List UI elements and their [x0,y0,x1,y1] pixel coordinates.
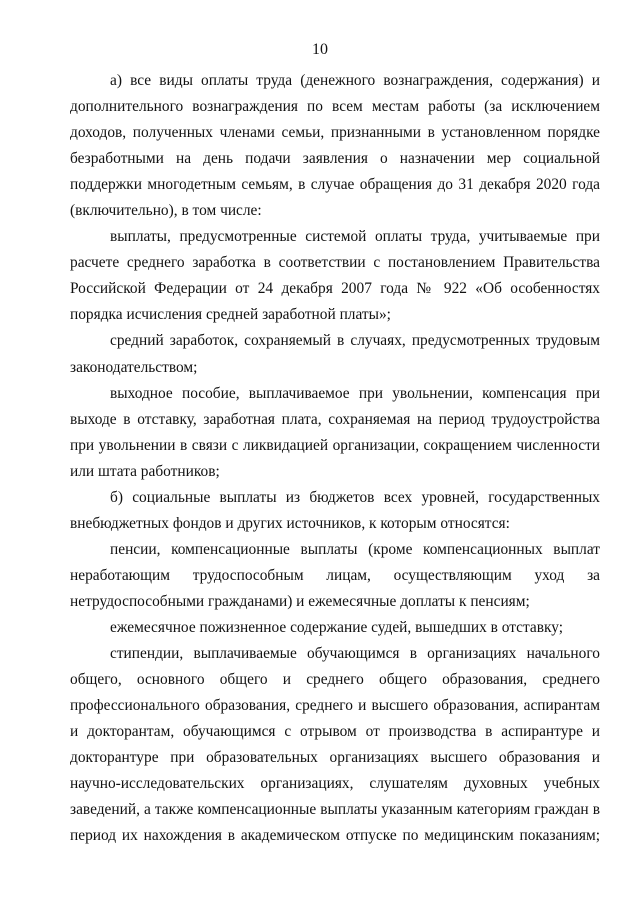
paragraph-stipends: стипендии, выплачиваемые обучающимся в организациях начального общего, основного общего и среднего общего образования, среднего профессионального образования, среднего и высшего образования, аспирантам и докторантам, обучающимся с отрывом от производства в аспирантуре и докторантуре при образовательных организациях высшего образования и научно-исследовательских организациях, слушателям духовных учебных заведений, а также компенсационные выплаты указанным категориям граждан в период их нахождения в академическом отпуске по медицинским показаниям; [70,645,600,845]
paragraph-b-social-payments: б) социальные выплаты из бюджетов всех уровней, государственных внебюджетных фондов и других источников, к которым относятся: [70,488,600,532]
paragraph-judges-allowance: ежемесячное пожизненное содержание судей, вышедших в отставку; [110,618,564,636]
paragraph-average-earnings: средний заработок, сохраняемый в случаях, предусмотренных трудовым законодательством; [70,332,600,376]
paragraph-payments-pay-system: выплаты, предусмотренные системой оплаты труда, учитываемые при расчете среднего заработка в соответствии с постановлением Правительства Российской Федерации от 24 декабря 2007 года № 922 «Об особенностях порядка исчисления средней заработной платы»; [70,228,600,324]
paragraph-a-wages: а) все виды оплаты труда (денежного вознаграждения, содержания) и дополнительного вознаграждения по всем местам работы (за исключением доходов, полученных членами семьи, признанными в установленном порядке безработными на день подачи заявления о назначении мер социальной поддержки многодетным семьям, в случае обращения до 31 декабря 2020 года (включительно), в том числе: [70,72,600,220]
paragraph-severance-pay: выходное пособие, выплачиваемое при увольнении, компенсация при выходе в отставку, заработная плата, сохраняемая на период трудоустройства при увольнении в связи с ликвидацией организации, сокращением численности или штата работников; [70,384,600,480]
page-number: 10 [312,41,328,58]
paragraph-pensions: пенсии, компенсационные выплаты (кроме компенсационных выплат неработающим трудоспособным лицам, осуществляющим уход за нетрудоспособными гражданами) и ежемесячные доплаты к пенсиям; [70,540,600,610]
document-body [70,68,600,849]
